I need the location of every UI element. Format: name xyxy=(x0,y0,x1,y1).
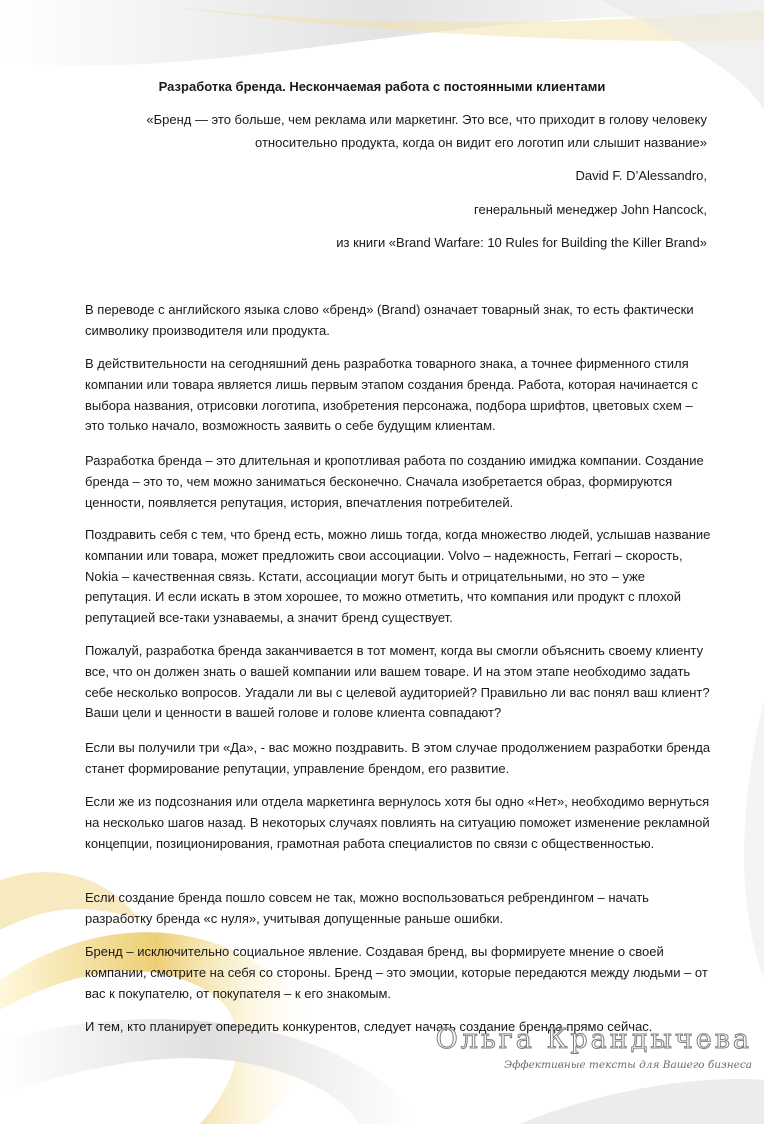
paragraph-10: И тем, кто планирует опередить конкурентов, следует начать создание бренда прямо сейчас. xyxy=(85,1019,653,1034)
page-title: Разработка бренда. Нескончаемая работа с постоянными клиентами xyxy=(158,79,606,94)
paragraph-8: Если создание бренда пошло совсем не так, можно воспользоваться ребрендингом – начать разработку бренда «с нуля», учитывая допущенные раньше ошибки. xyxy=(85,890,649,926)
paragraph-9: Бренд – исключительно социальное явление. Создавая бренд, вы формируете мнение о своей компании, смотрите на себя со стороны. Бренд – это эмоции, которые передаются между людьми – от вас к покупателю, от покупателя – к его знакомым. xyxy=(85,944,708,1001)
paragraph-2: В действительности на сегодняшний день разработка товарного знака, а точнее фирменного стиля компании или товара является лишь первым этапом создания бренда. Работа, которая начинается с выбора названия, отрисовки логотипа, изобретения персонажа, подбора шрифтов, цветовых схем – это только начало, возможность заявить о себе будущим клиентам. xyxy=(85,356,698,434)
paragraph-4: Поздравить себя с тем, что бренд есть, можно лишь тогда, когда множество людей, услышав название компании или товара, может предложить свои ассоциации. Volvo – надежность, Ferrari – скорость, Nokia – качественная связь. Кстати, ассоциации могут быть и отрицательными, но это – уже репутация. И если искать в этом хорошее, то можно отметить, что компания или продукт с плохой репутацией все-таки узнаваемы, а значит бренд существует. xyxy=(85,527,711,626)
paragraph-7: Если же из подсознания или отдела маркетинга вернулось хотя бы одно «Нет», необходимо вернуться на несколько шагов назад. В некоторых случаях повлиять на ситуацию поможет изменение рекламной концепции, позиционирования, грамотная работа специалистов по связи с общественностью. xyxy=(85,794,710,851)
paragraph-6: Если вы получили три «Да», - вас можно поздравить. В этом случае продолжением разработки бренда станет формирование репутации, управление брендом, его развитие. xyxy=(85,740,711,776)
paragraph-3: Разработка бренда – это длительная и кропотливая работа по созданию имиджа компании. Создание бренда – это то, чем можно заниматься бесконечно. Сначала изобретается образ, формируются ценности, появляется репутация, история, впечатления потребителей. xyxy=(85,453,704,510)
epigraph-role: генеральный менеджер John Hancock, xyxy=(474,202,707,217)
logo-tagline: Эффективные тексты для Вашего бизнеса xyxy=(504,1059,752,1071)
epigraph-line-1: «Бренд — это больше, чем реклама или маркетинг. Это все, что приходит в голову человеку xyxy=(146,112,707,127)
paragraph-1: В переводе с английского языка слово «бренд» (Brand) означает товарный знак, то есть фактически символику производителя или продукта. xyxy=(85,302,694,338)
logo-name: Ольга Крандычева xyxy=(435,1024,752,1055)
author-logo xyxy=(436,1024,752,1072)
paragraph-5: Пожалуй, разработка бренда заканчивается в тот момент, когда вы смогли объяснить своему клиенту все, что он должен знать о вашей компании или вашем товаре. И на этом этапе необходимо задать себе несколько вопросов. Угадали ли вы с целевой аудиторией? Правильно ли вас понял ваш клиент? Ваши цели и ценности в вашей голове и голове клиента совпадают? xyxy=(85,643,710,721)
epigraph-line-2: относительно продукта, когда он видит его логотип или слышит название» xyxy=(255,135,707,150)
epigraph-author: David F. D’Alessandro, xyxy=(575,168,707,183)
epigraph-source: из книги «Brand Warfare: 10 Rules for Building the Killer Brand» xyxy=(336,235,707,250)
